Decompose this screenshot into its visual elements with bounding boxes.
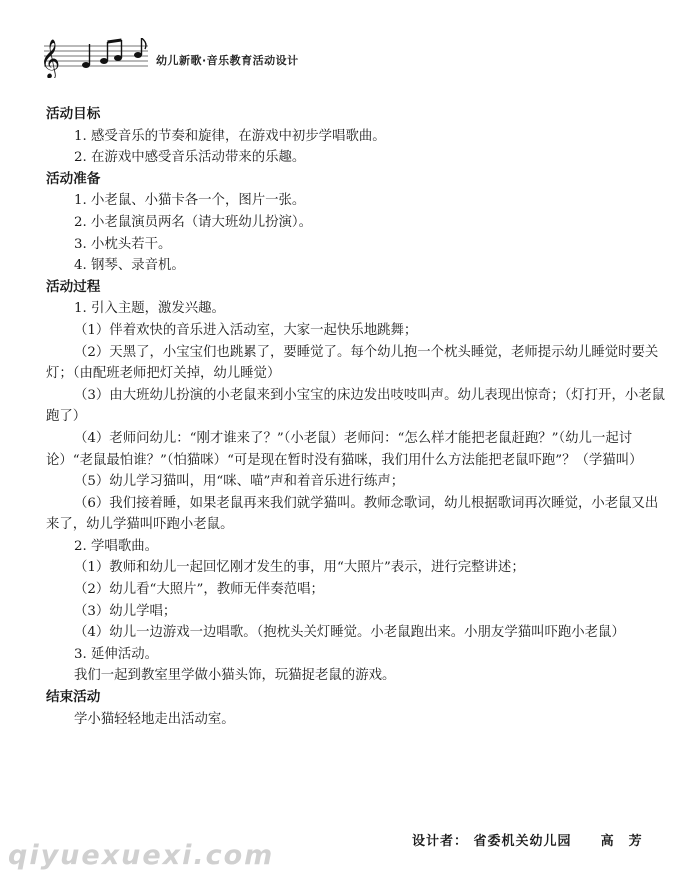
list-item: 4. 钢琴、录音机。: [74, 258, 185, 274]
paragraph: （2）幼儿看“大照片”，教师无伴奏范唱；: [74, 582, 324, 598]
section-heading: 活动过程: [46, 278, 101, 295]
paragraph: （4）老师问幼儿：“刚才谁来了？”（小老鼠）老师问：“怎么样才能把老鼠赶跑？”（幼儿一起讨论）“老鼠最怕谁？”（怕猫咪）“可是现在暂时没有猫咪，我们用什么方法能把老鼠吓跑”？（学猫叫）: [46, 430, 643, 468]
paragraph: （4）幼儿一边游戏一边唱歌。（抱枕头关灯睡觉。小老鼠跑出来。小朋友学猫叫吓跑小老鼠）: [74, 625, 625, 641]
list-item: 1. 小老鼠、小猫卡各一个，图片一张。: [74, 193, 306, 209]
list-item: 2. 在游戏中感受音乐活动带来的乐趣。: [74, 150, 306, 166]
paragraph: 学小猫轻轻地走出活动室。: [74, 711, 235, 727]
section-heading: 活动目标: [46, 106, 101, 122]
paragraph: （1）教师和幼儿一起回忆刚才发生的事，用“大照片”表示，进行完整讲述；: [74, 560, 525, 576]
document-body: [46, 104, 666, 730]
paragraph: （6）我们接着睡，如果老鼠再来我们就学猫叫。教师念歌词，幼儿根据歌词再次睡觉，小老鼠又出来了，幼儿学猫叫吓跑小老鼠。: [46, 495, 659, 533]
paragraph: 我们一起到教室里学做小猫头饰，玩猫捉老鼠的游戏。: [74, 668, 396, 684]
designer-credit: [412, 830, 643, 849]
paragraph: （1）伴着欢快的音乐进入活动室，大家一起快乐地跳舞；: [74, 322, 418, 338]
paragraph: （3）幼儿学唱；: [74, 603, 177, 619]
list-item: 2. 小老鼠演员两名（请大班幼儿扮演）。: [74, 214, 312, 230]
section-heading: 结束活动: [46, 689, 101, 706]
list-item: 3. 小枕头若干。: [74, 236, 172, 252]
paragraph: （5）幼儿学习猫叫，用“咪、喵”声和着音乐进行练声；: [74, 474, 405, 490]
list-item: 1. 引入主题，激发兴趣。: [74, 301, 225, 317]
site-watermark: qiyuexuexi.com: [8, 840, 275, 871]
list-item: 3. 延伸活动。: [74, 646, 158, 662]
section-heading: 活动准备: [46, 170, 101, 187]
paragraph: （2）天黑了，小宝宝们也跳累了，要睡觉了。每个幼儿抱一个枕头睡觉，老师提示幼儿睡觉时要关灯；（由配班老师把灯关掉，幼儿睡觉）: [46, 344, 659, 382]
list-item: 2. 学唱歌曲。: [74, 538, 158, 554]
header-title: 幼儿新歌·音乐教育活动设计: [156, 54, 299, 67]
svg-text:𝄞: 𝄞: [40, 39, 61, 78]
designer-org: 省委机关幼儿园: [473, 834, 572, 849]
page-header: [38, 38, 358, 78]
music-notes-icon: [38, 38, 153, 78]
designer-name: 高 芳: [600, 834, 643, 849]
designer-label: 设计者：: [412, 834, 469, 849]
list-item: 1. 感受音乐的节奏和旋律，在游戏中初步学唱歌曲。: [74, 128, 386, 144]
paragraph: （3）由大班幼儿扮演的小老鼠来到小宝宝的床边发出吱吱叫声。幼儿表现出惊奇；（灯打开，小老鼠跑了）: [46, 387, 666, 425]
